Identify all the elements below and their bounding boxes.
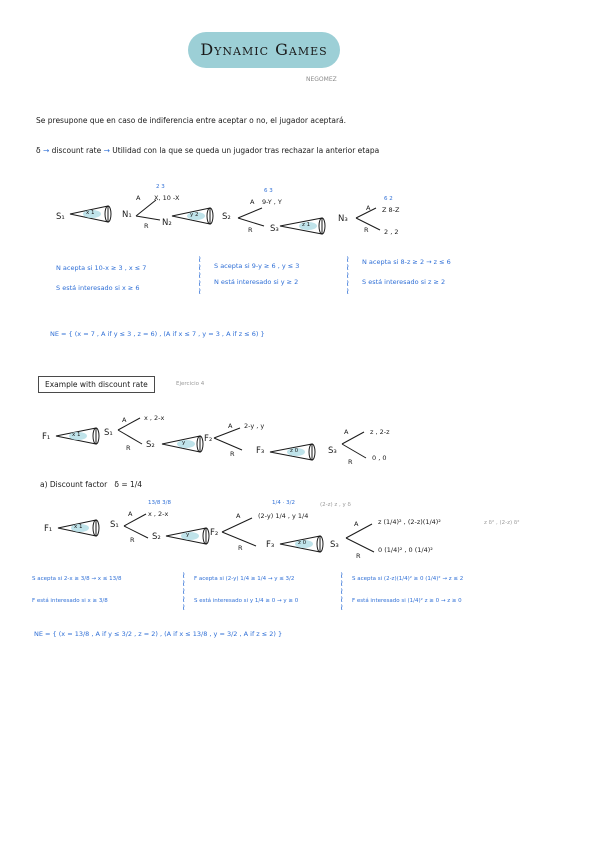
cone-label: x 1 xyxy=(74,524,83,530)
payoff-3: z , 2-z xyxy=(370,428,390,436)
cone-label: z 0 xyxy=(290,448,299,454)
cone-label: z 1 xyxy=(302,222,311,228)
discount-value: δ = 1/4 xyxy=(114,480,143,489)
payoff-top: 1/4 · 3/2 xyxy=(272,500,295,506)
node-s1: S₁ xyxy=(110,520,119,530)
analysis1-mid-1: S acepta si 9-y ≥ 6 , y ≤ 3 xyxy=(214,262,300,270)
branch-reject: R xyxy=(126,444,131,452)
payoff-2: (2-y) 1/4 , y 1/4 xyxy=(258,512,309,520)
branch-reject: R xyxy=(130,536,135,544)
payoff-3: Z 8-Z xyxy=(382,206,400,214)
side-note: (2-z) z , y δ xyxy=(320,502,351,508)
payoff-end: 0 , 0 xyxy=(372,454,387,462)
intro-text: Se presupone que en caso de indiferencia entre aceptar o no, el jugador aceptará. xyxy=(36,116,347,125)
branch-reject: R xyxy=(238,544,243,552)
payoff-end: 0 (1/4)² , 0 (1/4)² xyxy=(378,546,433,554)
branch-accept: A xyxy=(128,510,133,518)
node-n1: N₁ xyxy=(122,210,132,220)
analysis1-mid-2: N está interesado si y ≥ 2 xyxy=(214,278,299,286)
branch-accept: A xyxy=(354,520,359,528)
analysis2-left-1: S acepta si 2-x ≥ 3/8 → x ≤ 13/8 xyxy=(32,576,122,582)
delta-meaning: Utilidad con la que se queda un jugador tras rechazar la anterior etapa xyxy=(112,146,380,155)
node-f1: F₁ xyxy=(42,432,51,442)
cone-label: x 1 xyxy=(86,210,95,216)
analysis1-right-2: S está interesado si z ≥ 2 xyxy=(362,278,446,286)
squiggle-divider: ≀ ≀ ≀ ≀ ≀ xyxy=(340,571,344,613)
node-s1: S₁ xyxy=(56,212,65,222)
node-f3: F₃ xyxy=(266,540,275,550)
squiggle-divider: ≀ ≀ ≀ ≀ ≀ xyxy=(346,255,350,297)
node-s3: S₃ xyxy=(270,224,279,234)
cone-label: x 1 xyxy=(72,432,81,438)
delta-term: discount rate xyxy=(51,146,102,155)
analysis1-left-1: N acepta si 10-x ≥ 3 , x ≤ 7 xyxy=(56,264,147,272)
cone-label: y xyxy=(186,532,190,538)
analysis2-right-2: F está interesado si (1/4)² z ≥ 0 → z ≥ 0 xyxy=(352,598,462,604)
branch-accept: A xyxy=(250,198,255,206)
node-s1: S₁ xyxy=(104,428,113,438)
cone-label: z 0 xyxy=(298,540,307,546)
delta-symbol: δ xyxy=(36,146,41,155)
payoff-3: z (1/4)² , (2-z)(1/4)² xyxy=(378,518,441,526)
node-f2: F₂ xyxy=(210,528,219,538)
branch-reject: R xyxy=(364,226,369,234)
node-f1: F₁ xyxy=(44,524,53,534)
cone-label: y xyxy=(182,440,186,446)
analysis2-left-2: F está interesado si x ≥ 3/8 xyxy=(32,598,108,604)
node-s3: S₃ xyxy=(328,446,337,456)
analysis1-left-2: S está interesado si x ≥ 6 xyxy=(56,284,140,292)
example-box: Example with discount rate xyxy=(38,376,155,393)
payoff-top: 2 3 xyxy=(156,184,165,190)
branch-reject: R xyxy=(144,222,149,230)
node-s2: S₂ xyxy=(222,212,231,222)
analysis1-right-1: N acepta si 8-z ≥ 2 → z ≤ 6 xyxy=(362,258,451,266)
nash-equilibrium-1: NE = { (x = 7 , A if y ≤ 3 , z = 6) , (A if x ≤ 7 , y = 3 , A if z ≤ 6) } xyxy=(50,330,265,338)
squiggle-divider: ≀ ≀ ≀ ≀ ≀ xyxy=(182,571,186,613)
payoff-2: 9-Y , Y xyxy=(262,198,282,206)
page-title: Dynamic Games xyxy=(200,40,328,59)
node-n3: N₃ xyxy=(338,214,348,224)
branch-accept: A xyxy=(136,194,141,202)
branch-accept: A xyxy=(122,416,127,424)
squiggle-divider: ≀ ≀ ≀ ≀ ≀ xyxy=(198,255,202,297)
analysis2-mid-1: F acepta si (2-y) 1/4 ≥ 1/4 → y ≤ 3/2 xyxy=(194,576,295,582)
node-f2: F₂ xyxy=(204,434,213,444)
node-s2: S₂ xyxy=(152,532,161,542)
analysis2-right-1: S acepta si (2-z)(1/4)² ≥ 0 (1/4)² → z ≤ 2 xyxy=(352,576,464,582)
node-n2: N₂ xyxy=(162,218,172,228)
branch-reject: R xyxy=(230,450,235,458)
payoff-1: x , 2-x xyxy=(144,414,165,422)
payoff-top: 6 3 xyxy=(264,188,273,194)
branch-reject: R xyxy=(248,226,253,234)
branch-accept: A xyxy=(366,204,371,212)
nash-equilibrium-2: NE = { (x = 13/8 , A if y ≤ 3/2 , z = 2) , (A if x ≤ 13/8 , y = 3/2 , A if z ≤ 2) } xyxy=(34,630,283,638)
branch-accept: A xyxy=(228,422,233,430)
node-s2: S₂ xyxy=(146,440,155,450)
payoff-1: x , 2-x xyxy=(148,510,169,518)
branch-accept: A xyxy=(344,428,349,436)
branch-reject: R xyxy=(356,552,361,560)
exercise-tag: Ejercicio 4 xyxy=(176,381,205,387)
payoff-end: 2 , 2 xyxy=(384,228,399,236)
payoff-top: 6 2 xyxy=(384,196,393,202)
arrow-icon: → xyxy=(42,146,50,155)
branch-accept: A xyxy=(236,512,241,520)
analysis2-mid-2: S está interesado si y 1/4 ≥ 0 → y ≥ 0 xyxy=(194,598,299,604)
discount-label: a) Discount factor xyxy=(40,480,108,489)
payoff-2: 2-y , y xyxy=(244,422,265,430)
side-note: z δ² , (2-z) δ² xyxy=(484,520,520,526)
payoff-top: 13/8 3/8 xyxy=(148,500,171,506)
arrow-icon: → xyxy=(103,146,110,155)
cone-label: y 2 xyxy=(190,212,199,218)
payoff-1: X, 10 -X xyxy=(154,194,180,202)
node-s3: S₃ xyxy=(330,540,339,550)
author-tag: NEGOMEZ xyxy=(306,76,337,83)
node-f3: F₃ xyxy=(256,446,265,456)
branch-reject: R xyxy=(348,458,353,466)
